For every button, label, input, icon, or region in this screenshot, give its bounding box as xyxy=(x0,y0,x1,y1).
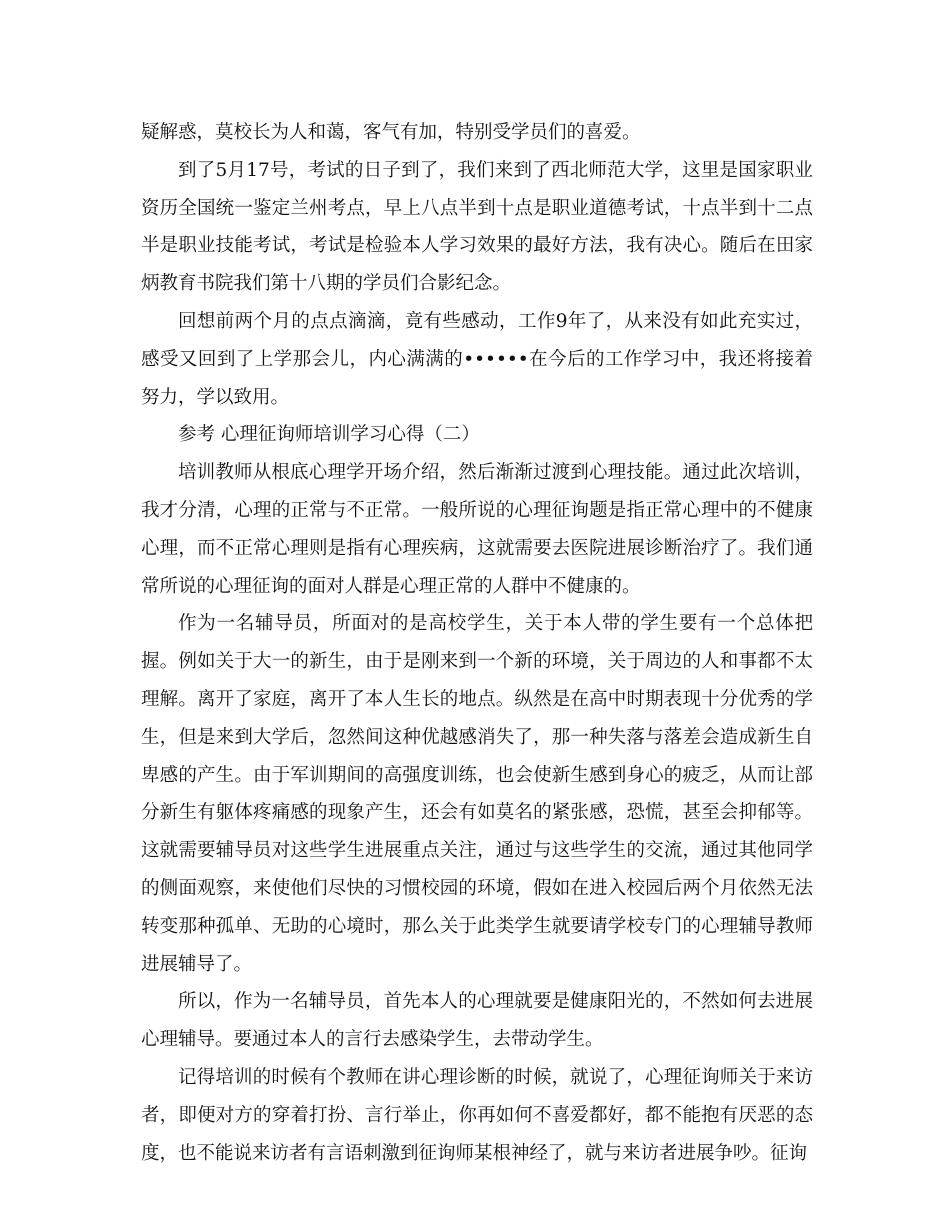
paragraph-healthy-mind: 所以，作为一名辅导员，首先本人的心理就要是健康阳光的，不然如何去进展心理辅导。要通过本人的言行去感染学生，去带动学生。 xyxy=(141,991,813,1051)
paragraph-continued: 疑解惑，莫校长为人和蔼，客气有加，特别受学员们的喜爱。 xyxy=(141,122,641,143)
paragraph-training-intro: 培训教师从根底心理学开场介绍，然后渐渐过渡到心理技能。通过此次培训，我才分清，心理的正常与不正常。一般所说的心理征询题是指正常心理中的不健康心理，而不正常心理则是指有心理疾病，这就需要去医院进展诊断治疗了。我们通常所说的心理征询的面对人群是心理正常的人群中不健康的。 xyxy=(141,462,813,597)
paragraph-exam-day: 到了5月17号，考试的日子到了，我们来到了西北师范大学，这里是国家职业资历全国统一鉴定兰州考点，早上八点半到十点是职业道德考试，十点半到十二点半是职业技能考试，考试是检验本人学习效果的最好方法，我有决心。随后在田家炳教育书院我们第十八期的学员们合影纪念。 xyxy=(141,159,813,295)
document-body xyxy=(141,114,813,1172)
section-heading: 参考 心理征询师培训学习心得（二） xyxy=(178,424,480,446)
paragraph-diagnosis: 记得培训的时候有个教师在讲心理诊断的时候，就说了，心理征询师关于来访者，即便对方的穿着打扮、言行举止，你再如何不喜爱都好，都不能抱有厌恶的态度，也不能说来访者有言语刺激到征询师某根神经了，就与来访者进展争吵。征询 xyxy=(141,1066,813,1164)
paragraph-counselor-role: 作为一名辅导员，所面对的是高校学生，关于本人带的学生要有一个总体把握。例如关于大一的新生，由于是刚来到一个新的环境，关于周边的人和事都不太理解。离开了家庭，离开了本人生长的地点。纵然是在高中时期表现十分优秀的学生，但是来到大学后，忽然间这种优越感消失了，那一种失落与落差会造成新生自卑感的产生。由于军训期间的高强度训练，也会使新生感到身心的疲乏，从而让部分新生有躯体疼痛感的现象产生，还会有如莫名的紧张感，恐慌，甚至会抑郁等。这就需要辅导员对这些学生进展重点关注，通过与这些学生的交流，通过其他同学的侧面观察，来使他们尽快的习惯校园的环境，假如在进入校园后两个月依然无法转变那种孤单、无助的心境时，那么关于此类学生就要请学校专门的心理辅导教师进展辅导了。 xyxy=(141,613,813,975)
paragraph-reflection: 回想前两个月的点点滴滴，竟有些感动，工作9年了，从来没有如此充实过，感受又回到了上学那会儿，内心满满的••••••在今后的工作学习中，我还将接着努力，学以致用。 xyxy=(141,310,813,408)
